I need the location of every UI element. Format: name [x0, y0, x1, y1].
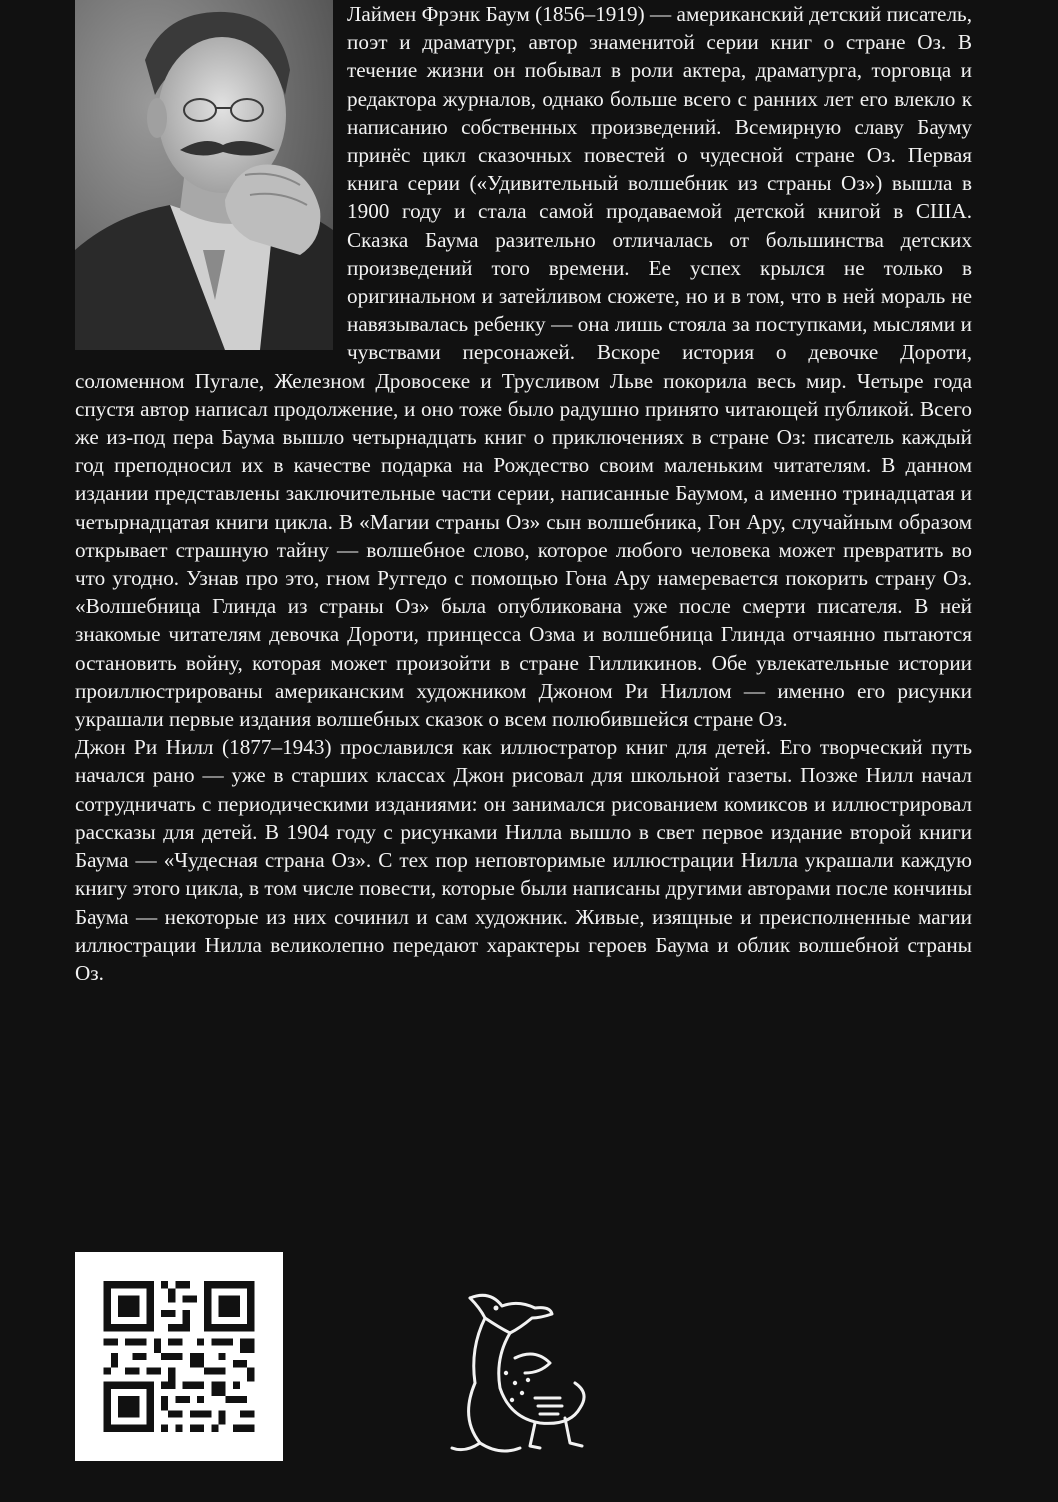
author-biography: Лаймен Фрэнк Баум (1856–1919) — американский детский писатель, поэт и драматург, автор знаменитой серии книг о стране Оз. В течение жизни он побывал в роли актера, драматурга, торговца и редактора журналов, однако больше всего с ранних лет его влекло к написанию собственных произведений. Всемирную славу Бауму принёс цикл сказочных повестей о чудесной стране Оз. Первая книга серии («Удивительный волшебник из страны Оз») вышла в 1900 году и стала самой продаваемой детской книгой в США. Сказка Баума разительно отличалась от большинства детских произведений того времени. Ее успех крылся не только в оригинальном и затейливом сюжете, но и в том, что в ней мораль не навязывалась ребенку — она лишь стояла за поступками, мыслями и чувствами персонажей. Вскоре история о девочке Дороти, соломенном Пугале, Железном Дровосеке и Трусливом Льве покорила весь мир. Четыре года спустя автор написал продолжение, и оно тоже было радушно принято читающей публикой. Всего же из-под пера Баума вышло четырнадцать книг о приключениях в стране Оз: писатель каждый год преподносил их в качестве подарка на Рождество своим маленьким читателям. В данном издании представлены заключительные части серии, написанные Баумом, а именно тринадцатая и четырнадцатая книги цикла. В «Магии страны Оз» сын волшебника, Гон Ару, случайным образом открывает страшную тайну — волшебное слово, которое любого человека может превратить во что угодно. Узнав про это, гном Руггедо с помощью Гона Ару намеревается покорить страну Оз. «Волшебница Глинда из страны Оз» была опубликована уже после смерти писателя. В ней знакомые читателям девочка Дороти, принцесса Озма и волшебница Глинда отчаянно пытаются остановить войну, которая может произойти в стране Гилликинов. Обе увлекательные истории проиллюстрированы американским художником Джоном Ри Ниллом — именно его рисунки украшали первые издания волшебных сказок о всем полюбившейся стране Оз. — [75, 2, 972, 732]
dragon-publisher-logo-icon — [440, 1288, 610, 1463]
back-cover-text-block — [75, 0, 972, 987]
qr-code-icon — [75, 1252, 283, 1461]
author-portrait — [75, 0, 333, 350]
illustrator-biography: Джон Ри Нилл (1877–1943) прославился как иллюстратор книг для детей. Его творческий путь начался рано — уже в старших классах Джон рисовал для школьной газеты. Позже Нилл начал сотрудничать с периодическими изданиями: он занимался рисованием комиксов и иллюстрировал рассказы для детей. В 1904 году с рисунками Нилла вышло в свет первое издание второй книги Баума — «Чудесная страна Оз». С тех пор неповторимые иллюстрации Нилла украшали каждую книгу этого цикла, в том числе повести, которые были написаны другими авторами после кончины Баума — некоторые из них сочинил и сам художник. Живые, изящные и преисполненные магии иллюстрации Нилла великолепно передают характеры героев Баума и облик волшебной страны Оз. — [75, 735, 972, 985]
